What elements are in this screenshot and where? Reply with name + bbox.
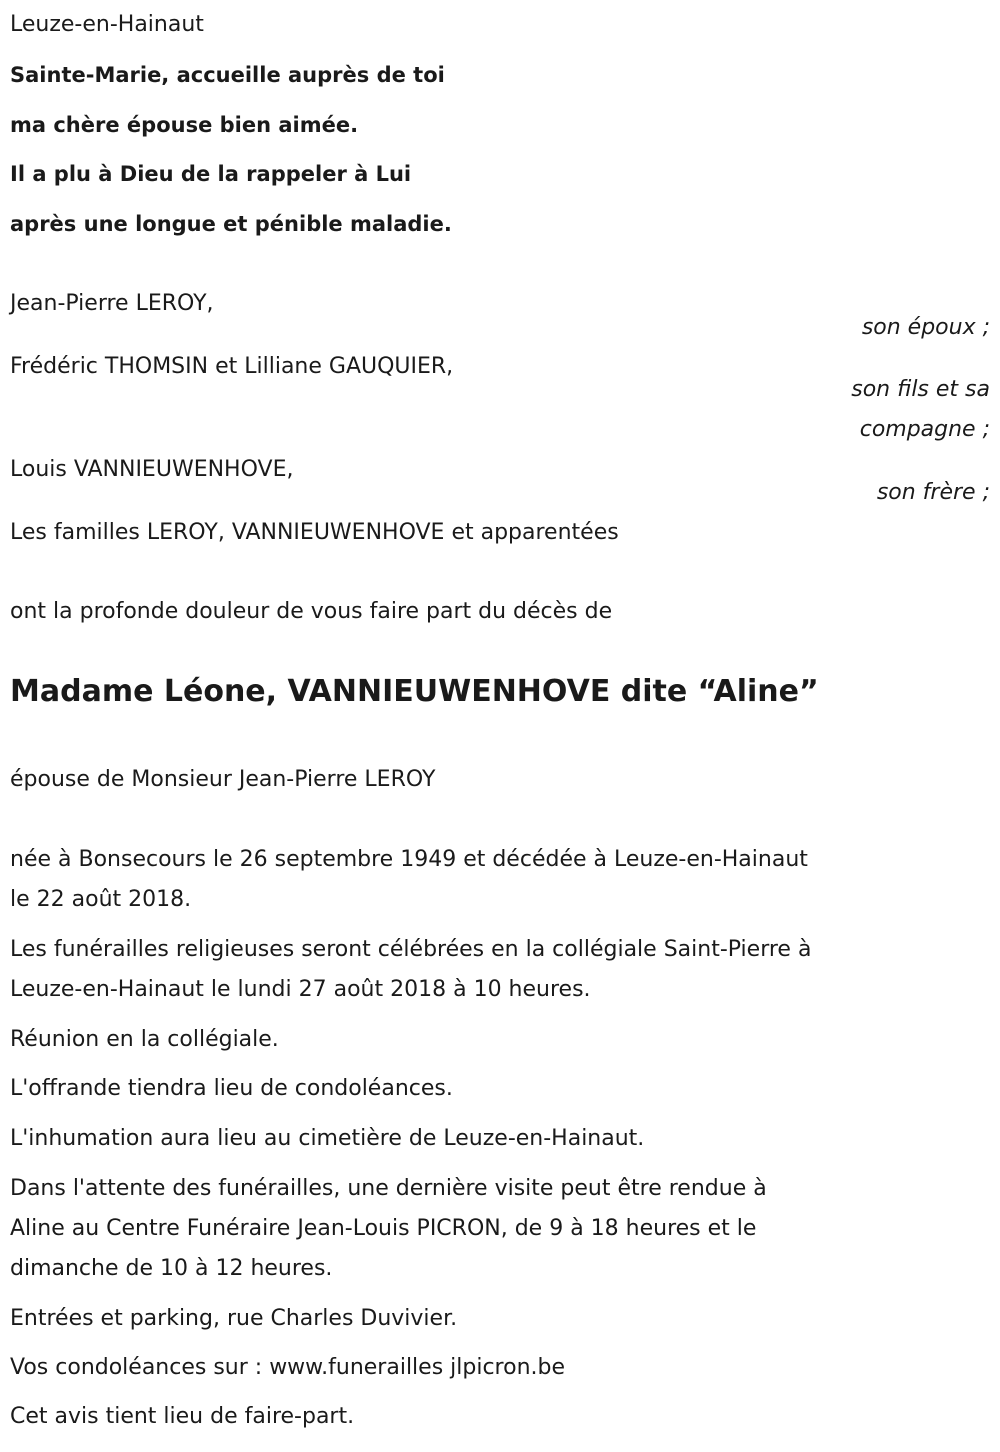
family-name: Louis VANNIEUWENHOVE,: [10, 457, 294, 482]
body-line: née à Bonsecours le 26 septembre 1949 et décédée à Leuze-en-Hainaut: [10, 847, 808, 872]
family-name: Les familles LEROY, VANNIEUWENHOVE et apparentées: [10, 520, 619, 545]
deceased-name: Madame Léone, VANNIEUWENHOVE dite “Aline”: [10, 674, 819, 709]
condolence-link-line[interactable]: Vos condoléances sur : www.funerailles jlpicron.be: [10, 1355, 566, 1380]
body-line: Dans l'attente des funérailles, une dernière visite peut être rendue à: [10, 1176, 767, 1201]
family-relation: son fils et sa: [851, 377, 990, 402]
family-name: Jean-Pierre LEROY,: [10, 291, 214, 316]
body-line: Les funérailles religieuses seront célébrées en la collégiale Saint-Pierre à: [10, 937, 812, 962]
announcement: ont la profonde douleur de vous faire part du décès de: [10, 599, 613, 624]
body-line: dimanche de 10 à 12 heures.: [10, 1256, 333, 1281]
verse-line: Sainte-Marie, accueille auprès de toi: [10, 63, 445, 87]
place: Leuze-en-Hainaut: [10, 12, 204, 37]
spouse-line: épouse de Monsieur Jean-Pierre LEROY: [10, 767, 436, 792]
body-line: Entrées et parking, rue Charles Duvivier.: [10, 1306, 458, 1331]
verse-line: Il a plu à Dieu de la rappeler à Lui: [10, 162, 412, 186]
family-relation: compagne ;: [859, 417, 990, 442]
family-relation: son époux ;: [861, 315, 990, 340]
body-line: L'offrande tiendra lieu de condoléances.: [10, 1076, 453, 1101]
body-line: Cet avis tient lieu de faire-part.: [10, 1404, 355, 1429]
body-line: Aline au Centre Funéraire Jean-Louis PICRON, de 9 à 18 heures et le: [10, 1216, 757, 1241]
verse-line: ma chère épouse bien aimée.: [10, 113, 359, 137]
body-line: Réunion en la collégiale.: [10, 1027, 279, 1052]
family-name: Frédéric THOMSIN et Lilliane GAUQUIER,: [10, 354, 454, 379]
verse-line: après une longue et pénible maladie.: [10, 212, 452, 236]
family-relation: son frère ;: [876, 480, 990, 505]
body-line: Leuze-en-Hainaut le lundi 27 août 2018 à 10 heures.: [10, 977, 591, 1002]
body-line: le 22 août 2018.: [10, 887, 192, 912]
body-line: L'inhumation aura lieu au cimetière de Leuze-en-Hainaut.: [10, 1126, 645, 1151]
